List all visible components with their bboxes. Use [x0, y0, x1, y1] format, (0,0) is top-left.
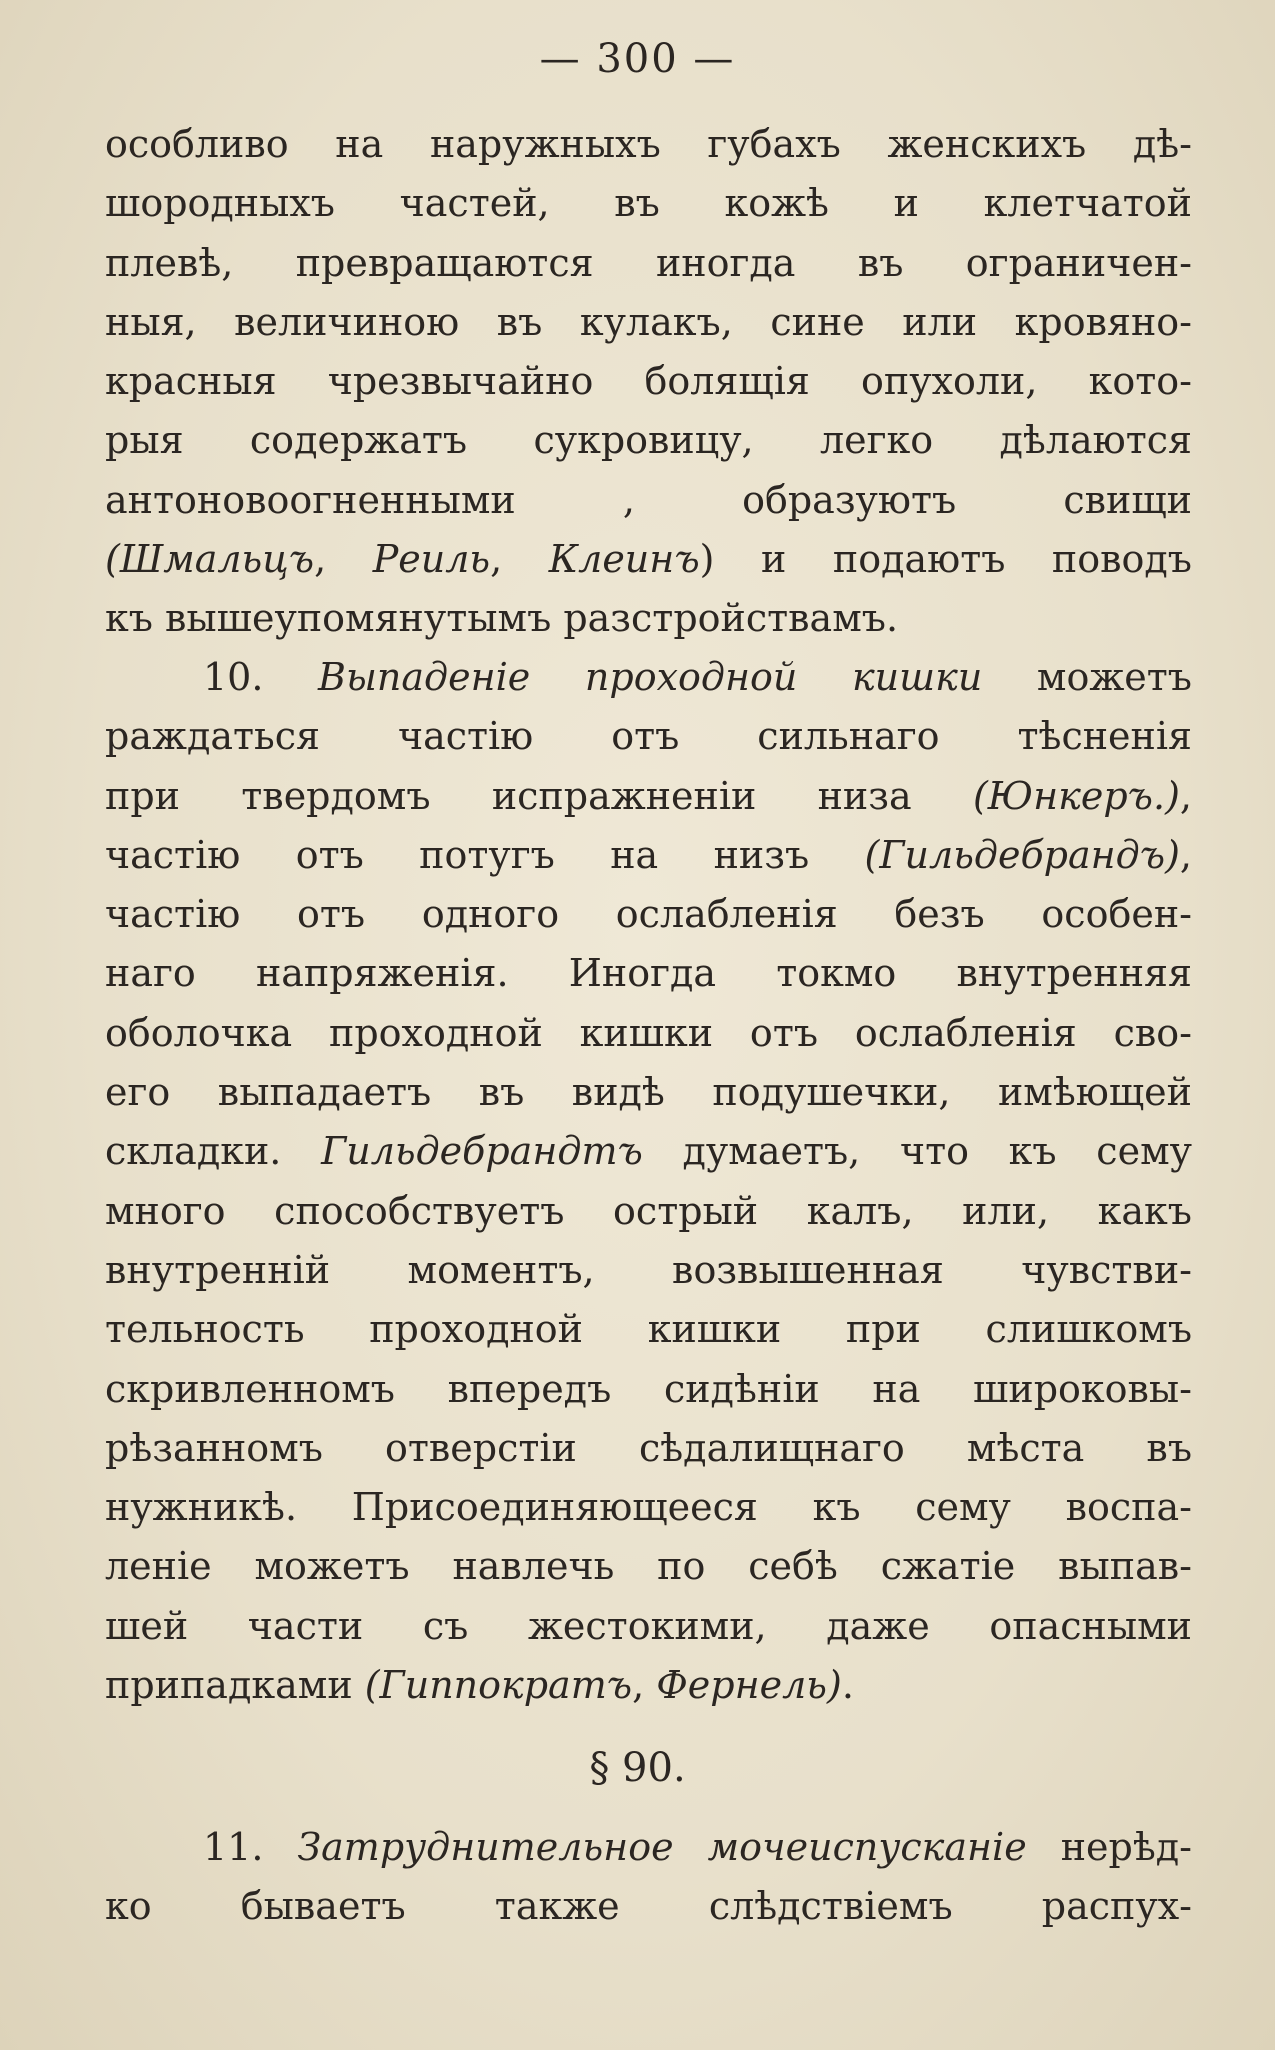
text-run: , — [314, 537, 373, 582]
text-run: наго напряженія. Иногда токмо внутренняя — [105, 951, 1192, 996]
text-run: много способствуетъ острый калъ, или, какъ — [105, 1188, 1192, 1233]
text-run: шей части съ жестокими, даже опасными — [105, 1603, 1192, 1648]
italic-run: Клеинъ — [548, 537, 700, 582]
text-run: рыя содержатъ сукровицу, легко дѣлаются — [105, 418, 1192, 463]
text-run: его выпадаетъ въ видѣ подушечки, имѣющей — [105, 1070, 1192, 1115]
text-line — [105, 1241, 1192, 1300]
italic-run: ( — [105, 537, 120, 582]
text-line — [105, 115, 1192, 174]
italic-run: Шмальцъ — [119, 537, 315, 582]
text-line — [105, 411, 1192, 470]
text-run: складки. — [105, 1129, 322, 1174]
text-line — [105, 1818, 1192, 1877]
text-run: рѣзанномъ отверстіи сѣдалищнаго мѣста въ — [105, 1425, 1192, 1470]
text-run: нерѣд- — [1026, 1825, 1192, 1869]
section-heading: § 90. — [589, 1745, 686, 1791]
text-run: можетъ — [982, 655, 1192, 699]
paragraph-1 — [105, 115, 1192, 649]
text-run: леніе можетъ навлечь по себѣ сжатіе выпав- — [105, 1544, 1192, 1589]
text-line — [105, 1122, 1192, 1181]
text-line — [105, 589, 1192, 648]
text-run: при твердомъ испражненіи низа — [105, 773, 973, 818]
text-run: особливо на наружныхъ губахъ женскихъ дѣ- — [105, 122, 1192, 166]
text-run: ) и подаютъ поводъ — [699, 537, 1192, 582]
text-run: внутренній моментъ, возвышенная чувстви- — [105, 1247, 1192, 1292]
text-run: шородныхъ частей, въ кожѣ и клетчатой — [105, 181, 1192, 226]
text-line — [105, 530, 1192, 589]
italic-run: Фернель) — [656, 1663, 842, 1708]
text-run: частію отъ потугъ на низъ — [105, 832, 865, 877]
text-run: 10. — [203, 655, 319, 699]
italic-run: Реиль — [372, 537, 491, 582]
text-run: тельность проходной кишки при слишкомъ — [105, 1307, 1192, 1352]
text-run: ныя, величиною въ кулакъ, сине или кровяно- — [105, 299, 1192, 344]
text-line — [105, 1004, 1192, 1063]
text-line — [105, 1478, 1192, 1537]
text-run: красныя чрезвычайно болящія опухоли, кото- — [105, 359, 1192, 404]
italic-run: (Юнкеръ.) — [972, 773, 1180, 818]
text-line — [105, 1360, 1192, 1419]
text-line — [105, 174, 1192, 233]
text-line — [105, 1063, 1192, 1122]
italic-run: Выпаденіе проходной кишки — [318, 655, 983, 699]
text-line — [105, 352, 1192, 411]
text-line — [105, 1656, 1192, 1715]
text-run: ко бываетъ также слѣдствіемъ распух- — [105, 1884, 1192, 1929]
text-run: оболочка проходной кишки отъ ослабленія сво- — [105, 1010, 1192, 1055]
page-number: — 300 — — [539, 36, 736, 82]
text-run: . — [841, 1663, 854, 1708]
italic-run: (Гиппократъ — [364, 1663, 633, 1708]
text-run: 11. — [203, 1825, 298, 1869]
paragraph-2 — [105, 648, 1192, 1715]
text-run: , — [632, 1663, 657, 1708]
text-run: плевѣ, превращаются иногда въ ограничен- — [105, 240, 1192, 285]
text-run: скривленномъ впередъ сидѣніи на широковы- — [105, 1366, 1192, 1411]
text-line — [105, 826, 1192, 885]
text-line — [105, 1182, 1192, 1241]
text-line — [105, 234, 1192, 293]
text-run: нужникѣ. Присоединяющееся къ сему воспа- — [105, 1485, 1192, 1530]
italic-run: (Гильдебрандъ) — [864, 832, 1180, 877]
text-run: , — [1179, 832, 1192, 877]
text-line — [105, 648, 1192, 707]
text-run: думаетъ, что къ сему — [642, 1129, 1192, 1174]
text-run: къ вышеупомянутымъ разстройствамъ. — [105, 596, 899, 641]
italic-run: Затруднительное мочеиспусканіе — [297, 1825, 1027, 1869]
text-run: , — [1179, 773, 1192, 818]
text-line — [105, 885, 1192, 944]
text-line — [105, 471, 1192, 530]
text-line — [105, 1300, 1192, 1359]
text-line — [105, 1877, 1192, 1936]
text-run: антоновоогненными , образуютъ свищи — [105, 477, 1192, 522]
text-line — [105, 1597, 1192, 1656]
text-line — [105, 1537, 1192, 1596]
text-line — [105, 944, 1192, 1003]
text-run: припадками — [105, 1663, 365, 1708]
text-line — [105, 707, 1192, 766]
paragraph-3 — [105, 1818, 1192, 1937]
text-line — [105, 293, 1192, 352]
text-run: , — [490, 537, 549, 582]
text-run: частію отъ одного ослабленія безъ особен- — [105, 892, 1192, 937]
text-line — [105, 1419, 1192, 1478]
text-line — [105, 767, 1192, 826]
text-run: раждаться частію отъ сильнаго тѣсненія — [105, 714, 1192, 759]
italic-run: Гильдебрандтъ — [321, 1129, 643, 1174]
